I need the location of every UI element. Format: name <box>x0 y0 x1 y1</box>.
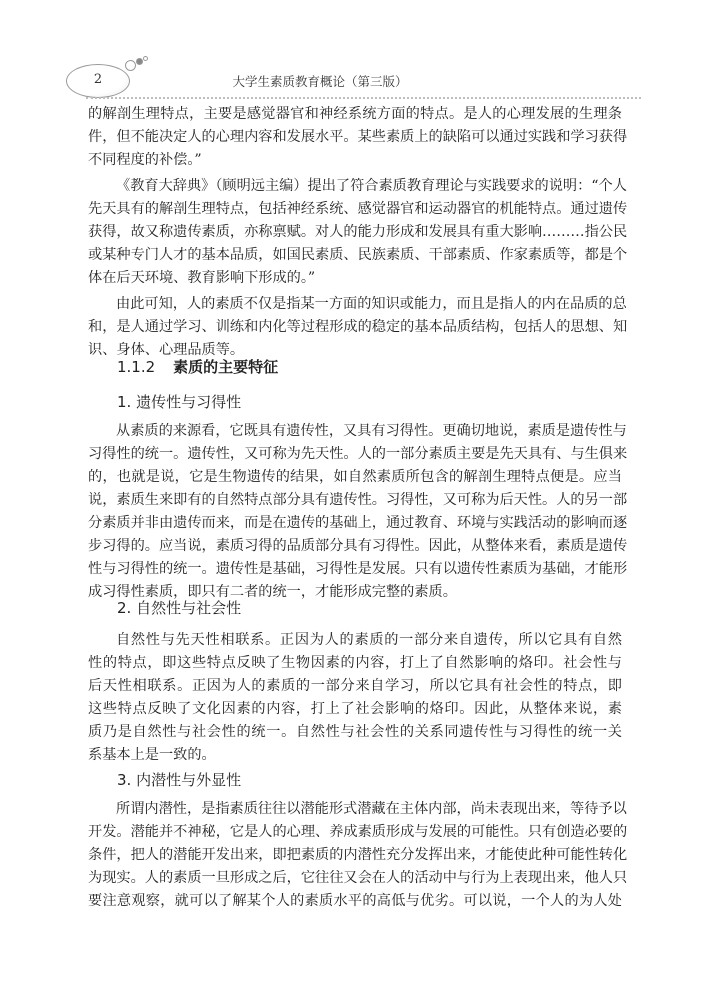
text-line: 步习得的。应当说，素质习得的品质部分具有习得性。因此，从整体来看，素质是遗传 <box>88 538 628 554</box>
text-line: 分素质并非由遗传而来，而是在遗传的基础上，通过教育、环境与实践活动的影响而逐 <box>88 515 628 531</box>
text-line: 识、身体、心理品质等。 <box>88 342 245 358</box>
subsection-heading: 2. 自然性与社会性 <box>117 599 242 617</box>
text-line: 系基本上是一致的。 <box>88 747 216 763</box>
section-title: 素质的主要特征 <box>173 358 279 376</box>
text-line: 质乃是自然性与社会性的统一。自然性与社会性的关系同遗传性与习得性的统一关 <box>88 724 622 740</box>
text-line: 先天具有的解剖生理特点，包括神经系统、感觉器官和运动器官的机能特点。通过遗传 <box>88 201 628 217</box>
text-line: 自然性与先天性相联系。正因为人的素质的一部分来自遗传，所以它具有自然 <box>116 632 622 648</box>
text-line: 由此可知，人的素质不仅是指某一方面的知识或能力，而且是指人的内在品质的总 <box>116 296 627 312</box>
text-line: 成习得性素质，即只有二者的统一，才能形成完整的素质。 <box>88 584 457 600</box>
text-line: 要注意观察，就可以了解某个人的素质水平的高低与优劣。可以说，一个人的为人处 <box>88 893 622 909</box>
decorative-bubble-icon <box>136 58 143 65</box>
text-line: 后天性相联系。正因为人的素质的一部分来自学习，所以它具有社会性的特点，即 <box>88 678 622 694</box>
text-line: 从素质的来源看，它既具有遗传性，又具有习得性。更确切地说，素质是遗传性与 <box>116 423 627 439</box>
text-line: 这些特点反映了文化因素的内容，打上了社会影响的烙印。因此，从整体来说，素 <box>88 701 622 717</box>
text-line: 性与习得性的统一。遗传性是基础，习得性是发展。只有以遗传性素质为基础，才能形 <box>88 561 628 577</box>
text-line: 条件，把人的潜能开发出来，即把素质的内潜性充分发挥出来，才能使此种可能性转化 <box>88 847 628 863</box>
text-line: 和，是人通过学习、训练和内化等过程形成的稳定的基本品质结构，包括人的思想、知 <box>88 319 628 335</box>
text-line: 《教育大辞典》（顾明远主编）提出了符合素质教育理论与实践要求的说明：“个人 <box>116 178 627 194</box>
text-line: 性的特点，即这些特点反映了生物因素的内容，打上了自然影响的烙印。社会性与 <box>88 655 622 671</box>
text-line: 所谓内潜性，是指素质往往以潜能形式潜藏在主体内部，尚未表现出来，等待予以 <box>116 801 627 817</box>
page-number: 2 <box>93 72 103 87</box>
text-line: 的，也就是说，它是生物遗传的结果，如自然素质所包含的解剖生理特点便是。应当 <box>88 469 622 485</box>
text-line: 获得，故又称遗传素质，亦称禀赋。对人的能力形成和发展具有重大影响………指公民 <box>88 224 628 240</box>
text-line: 件，但不能决定人的心理内容和发展水平。某些素质上的缺陷可以通过实践和学习获得 <box>88 129 628 145</box>
page-number-badge <box>66 64 130 98</box>
text-line: 习得性的统一。遗传性，又可称为先天性。人的一部分素质主要是先天具有、与生俱来 <box>88 446 628 462</box>
decorative-bubble-icon <box>143 56 148 61</box>
text-line: 不同程度的补偿。” <box>88 152 202 168</box>
text-line: 开发。潜能并不神秘，它是人的心理、养成素质形成与发展的可能性。只有创造必要的 <box>88 824 628 840</box>
text-line: 为现实。人的素质一旦形成之后，它往往又会在人的活动中与行为上表现出来，他人只 <box>88 870 628 886</box>
header-divider <box>86 97 641 99</box>
section-number: 1.1.2 <box>117 358 156 376</box>
text-line: 或某种专门人才的基本品质，如国民素质、民族素质、干部素质、作家素质等，都是个 <box>88 247 628 263</box>
text-line: 说，素质生来即有的自然特点部分具有遗传性。习得性，又可称为后天性。人的另一部 <box>88 492 628 508</box>
running-header-title: 大学生素质教育概论（第三版） <box>232 74 408 89</box>
section-heading <box>117 356 278 377</box>
text-line: 体在后天环境、教育影响下形成的。” <box>88 270 316 286</box>
subsection-heading: 1. 遗传性与习得性 <box>117 393 242 411</box>
decorative-bubble-icon <box>125 60 136 71</box>
subsection-heading: 3. 内潜性与外显性 <box>117 771 242 789</box>
text-line: 的解剖生理特点，主要是感觉器官和神经系统方面的特点。是人的心理发展的生理条 <box>88 106 622 122</box>
